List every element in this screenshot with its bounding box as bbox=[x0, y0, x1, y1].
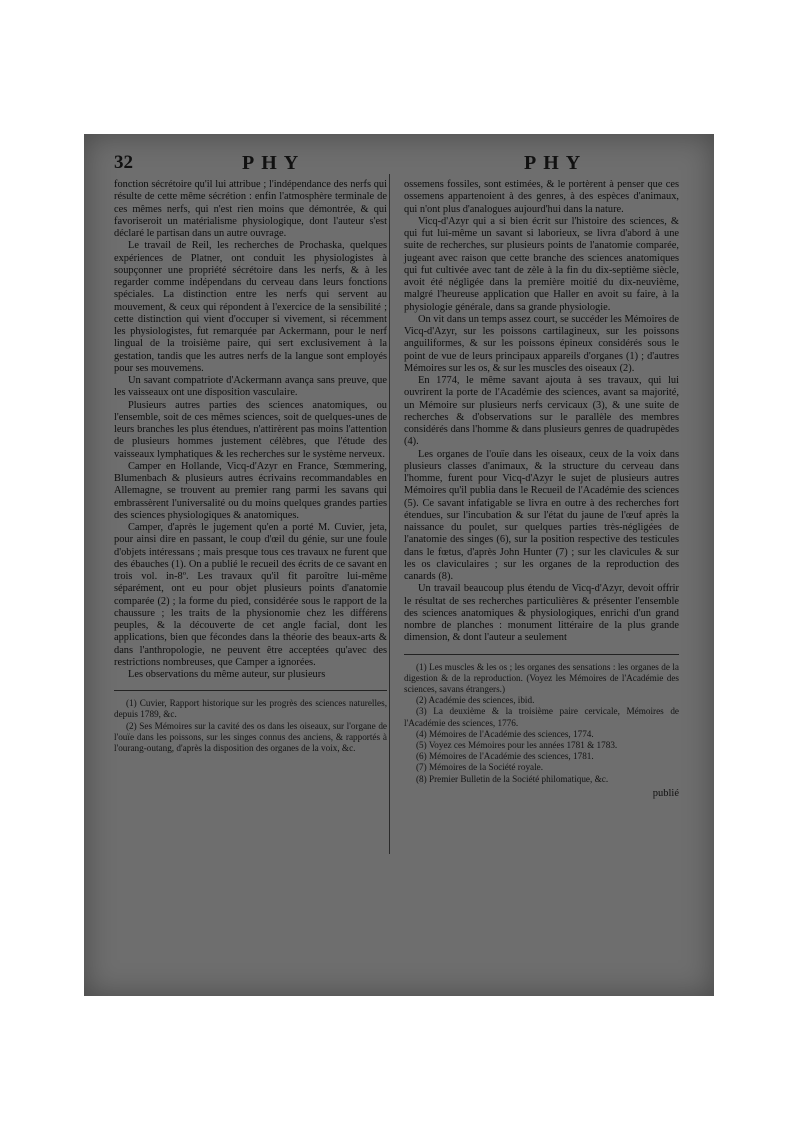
paragraph: Les observations du même auteur, sur plusieurs bbox=[128, 669, 326, 680]
footnote: (3) La deuxième & la troisième paire cervicale, Mémoires de l'Académie des sciences, 1776. bbox=[404, 706, 679, 728]
footnotes-left bbox=[114, 698, 387, 754]
footnote: (7) Mémoires de la Société royale. bbox=[416, 762, 544, 773]
paragraph: On vit dans un temps assez court, se succéder les Mémoires de Vicq-d'Azyr, sur les poissons cartilagineux, sur les poissons anguiliformes, & sur les poissons épineux considérés sous le point de vue de leurs principaux appareils d'organes (1) ; d'autres Mémoires sur les os, & sur les muscles des oiseaux (2). bbox=[404, 313, 679, 374]
paragraph: Les organes de l'ouïe dans les oiseaux, ceux de la voix dans plusieurs classes d'animaux, & la structure du cerveau dans l'homme, furent pour Vicq-d'Azyr le sujet de plusieurs autres Mémoires qu'il publia dans le Recueil de l'Académie des sciences (5). Ce savant infatigable se livra en outre à des recherches fort étendues, sur l'incubation & sur l'état du jaune de l'œuf après la naissance du poulet, sur quelques parties très-négligées de l'anatomie des singes (6), sur la position respective des testicules dans le fœtus, d'après John Hunter (7) ; sur les clavicules & sur les os claviculaires ; sur les organes de la reproduction des canards (8). bbox=[404, 448, 679, 582]
footnote: (6) Mémoires de l'Académie des sciences, 1781. bbox=[416, 751, 594, 762]
paragraph: En 1774, le même savant ajouta à ses travaux, qui lui ouvrirent la porte de l'Académie des sciences, avant sa majorité, un Mémoire sur plusieurs nerfs cervicaux (3), & une suite de recherches & d'observations sur le parallèle des membres considérés dans l'homme & dans plusieurs genres de quadrupèdes (4). bbox=[404, 375, 679, 448]
running-head-right: PHY bbox=[524, 152, 588, 174]
footnote: (1) Cuvier, Rapport historique sur les progrès des sciences naturelles, depuis 1789, &c. bbox=[114, 698, 387, 720]
paragraph: Camper en Hollande, Vicq-d'Azyr en France, Sœmmering, Blumenbach & plusieurs autres écrivains recommandables en Allemagne, se trouvent au premier rang parmi les savans qui embrassèrent l'universalité ou du moins quelques grandes parties des sciences physiologiques & anatomiques. bbox=[114, 460, 387, 521]
left-column bbox=[114, 179, 387, 754]
footnote-rule bbox=[404, 654, 679, 655]
scanned-page bbox=[84, 134, 714, 996]
paragraph: fonction sécrétoire qu'il lui attribue ; l'indépendance des nerfs qui résulte de cette même sécrétion : enfin l'atmosphère terminale de ces mêmes nerfs, qui n'est rien moins que démontrée, & qui favoriseroit un matérialisme physiologique, dont l'auteur s'est déclaré le partisan dans un autre ouvrage. bbox=[114, 179, 387, 239]
paragraph: Plusieurs autres parties des sciences anatomiques, ou l'ensemble, soit de ces mêmes sciences, soit de quelques-unes de leurs branches les plus étendues, n'attirèrent pas moins l'attention de plusieurs hommes justement célèbres, que l'étude des vaisseaux lymphatiques & les recherches sur le système nerveux. bbox=[114, 399, 387, 460]
footnote: (2) Ses Mémoires sur la cavité des os dans les oiseaux, sur l'organe de l'ouïe dans les poissons, sur les singes connus des anciens, & rapportés à l'ourang-outang, d'après la disposition des organes de la voix, &c. bbox=[114, 720, 387, 754]
right-column bbox=[404, 179, 679, 800]
catchword: publié bbox=[652, 787, 679, 799]
paragraph: Camper, d'après le jugement qu'en a porté M. Cuvier, jeta, pour ainsi dire en passant, le coup d'œil du génie, sur une foule d'objets intéressans ; mais presque tous ces travaux ne furent que des ébauches (1). On a publié le recueil des écrits de ce savant en trois vol. in-8º. Les travaux qu'il fit paroître lui-même séparément, ont eu pour objet plusieurs points d'anatomie comparée (2) ; la forme du pied, considérée sous le rapport de la chaussure ; les traits de la physionomie chez les différens peuples, & la découverte de cet angle facial, dont les applications, bien que fécondes dans la théorie des beaux-arts & dans l'anthropologie, ne peuvent être acceptées qu'avec des restrictions nombreuses, que Camper a ignorées. bbox=[114, 522, 387, 668]
paragraph: Vicq-d'Azyr qui a si bien écrit sur l'histoire des sciences, & qui fut lui-même un savant si laborieux, se livra d'abord à une suite de recherches, sur plusieurs points de l'anatomie comparée, jugeant avec raison que cette branche des sciences anatomiques qui fut cultivée avec tant de zèle à la fin du dix-septième siècle, avoit été négligée dans la première moitié du dix-neuvième, malgré l'heureuse application que Haller en avoit su faire, à la physiologie générale, dans sa grande physiologie. bbox=[404, 215, 679, 313]
column-divider bbox=[389, 174, 390, 854]
page-header bbox=[84, 152, 714, 176]
footnote: (8) Premier Bulletin de la Société philomatique, &c. bbox=[416, 773, 609, 784]
footnote-rule bbox=[114, 690, 387, 691]
running-head-left: PHY bbox=[242, 152, 306, 174]
paragraph: ossemens fossiles, sont estimées, & le portèrent à penser que ces ossemens appartenoient à des genres, à des espèces d'animaux, qui n'ont plus d'analogues aujourd'hui dans la nature. bbox=[404, 179, 679, 215]
footnotes-right bbox=[404, 662, 679, 785]
footnote: (5) Voyez ces Mémoires pour les années 1781 & 1783. bbox=[416, 739, 618, 750]
paragraph: Le travail de Reil, les recherches de Prochaska, quelques expériences de Platner, ont conduit les physiologistes à soupçonner une propriété sécrétoire dans les nerfs, & à les regarder comme indépendans du cerveau dans leurs fonctions spéciales. La distinction entre les nerfs qui servent au mouvement, & ceux qui répondent à l'exercice de la sensibilité ; cette distinction qui vient d'occuper si vivement, si récemment les physiologistes, fut remarquée par Ackermann, pour le nerf lingual de la troisième paire, qui sert exclusivement à la gestation, tandis que les autres nerfs de la langue sont employés pour ses mouvemens. bbox=[114, 240, 387, 374]
paragraph: Un savant compatriote d'Ackermann avança sans preuve, que les vaisseaux ont une disposition vasculaire. bbox=[114, 375, 387, 399]
page-number: 32 bbox=[114, 152, 133, 173]
footnote: (2) Académie des sciences, ibid. bbox=[416, 695, 535, 706]
paragraph: Un travail beaucoup plus étendu de Vicq-d'Azyr, devoit offrir le résultat de ses recherches particulières & présenter l'ensemble des sciences anatomiques & physiologiques, enrichi d'un grand nombre de planches : monument littéraire de la plus grande dimension, & dont l'auteur a seulement bbox=[404, 583, 679, 644]
footnote: (4) Mémoires de l'Académie des sciences, 1774. bbox=[416, 728, 594, 739]
footnote: (1) Les muscles & les os ; les organes des sensations : les organes de la digestion & de la reproduction. (Voyez les Mémoires de l'Académie des sciences, savans étrangers.) bbox=[404, 661, 679, 694]
